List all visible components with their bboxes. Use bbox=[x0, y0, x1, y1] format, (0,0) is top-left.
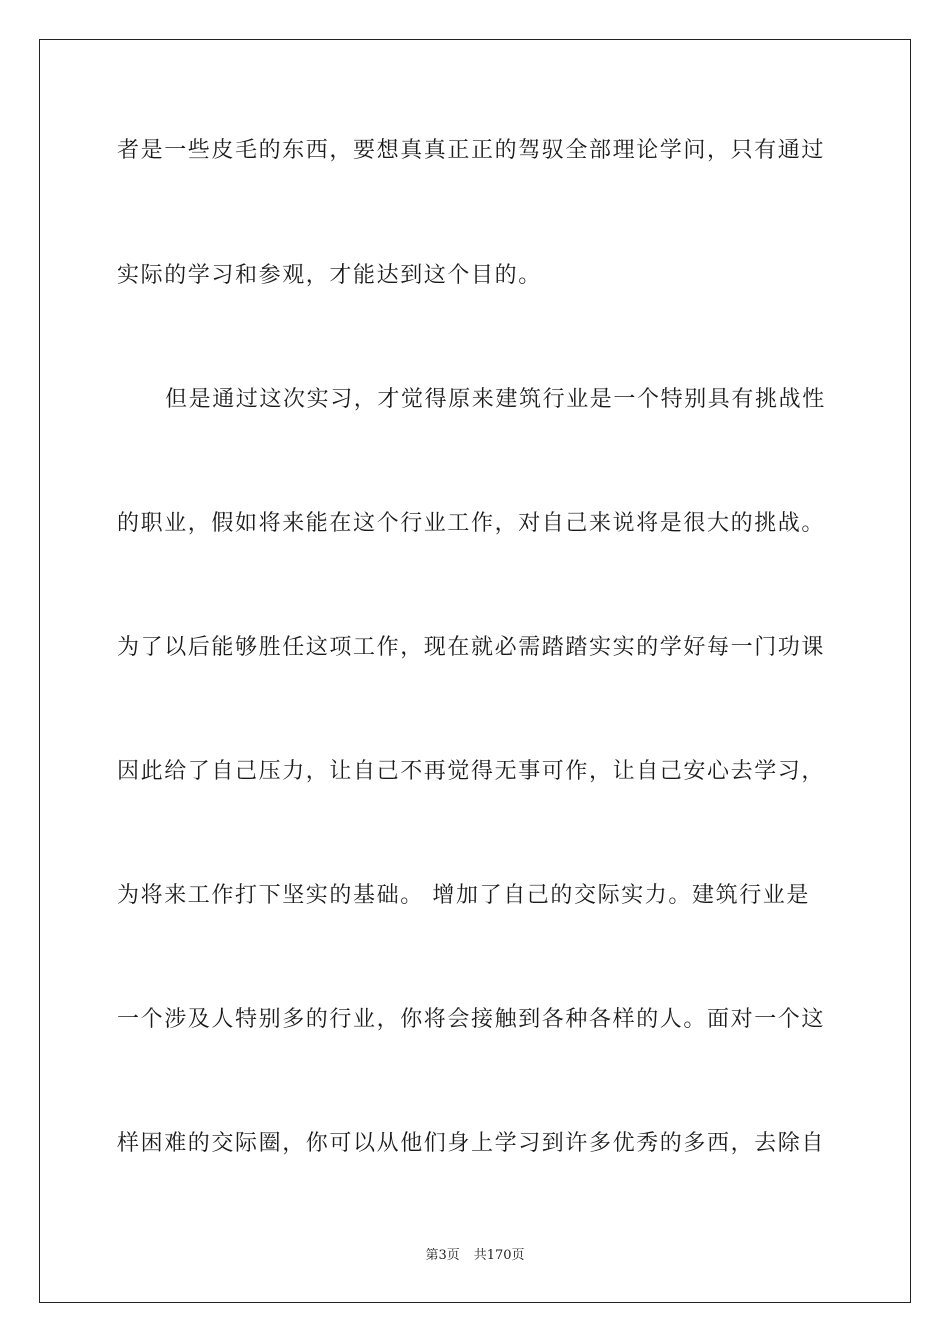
page-total: 共170页 bbox=[473, 1248, 525, 1263]
body-text-line: 实际的学习和参观，才能达到这个目的。 bbox=[117, 263, 542, 288]
body-text-line: 一个涉及人特别多的行业，你将会接触到各种各样的人。面对一个这 bbox=[117, 1007, 826, 1032]
body-text-line: 为了以后能够胜任这项工作，现在就必需踏踏实实的学好每一门功课 bbox=[117, 635, 826, 660]
body-text-line: 样困难的交际圈，你可以从他们身上学习到许多优秀的多西，去除自 bbox=[117, 1131, 826, 1156]
body-text-line: 的职业，假如将来能在这个行业工作，对自己来说将是很大的挑战。 bbox=[117, 511, 826, 536]
page-number: 第3页 bbox=[425, 1248, 460, 1263]
body-text-line: 因此给了自己压力，让自己不再觉得无事可作，让自己安心去学习， bbox=[117, 759, 826, 784]
page-footer bbox=[0, 1247, 950, 1265]
body-text-line: 为将来工作打下坚实的基础。 增加了自己的交际实力。建筑行业是 bbox=[117, 883, 810, 908]
body-text-line: 者是一些皮毛的东西，要想真真正正的驾驭全部理论学问，只有通过 bbox=[117, 138, 826, 163]
page-border bbox=[39, 39, 911, 1303]
paragraph-start-line: 但是通过这次实习，才觉得原来建筑行业是一个特别具有挑战性 bbox=[165, 387, 826, 412]
